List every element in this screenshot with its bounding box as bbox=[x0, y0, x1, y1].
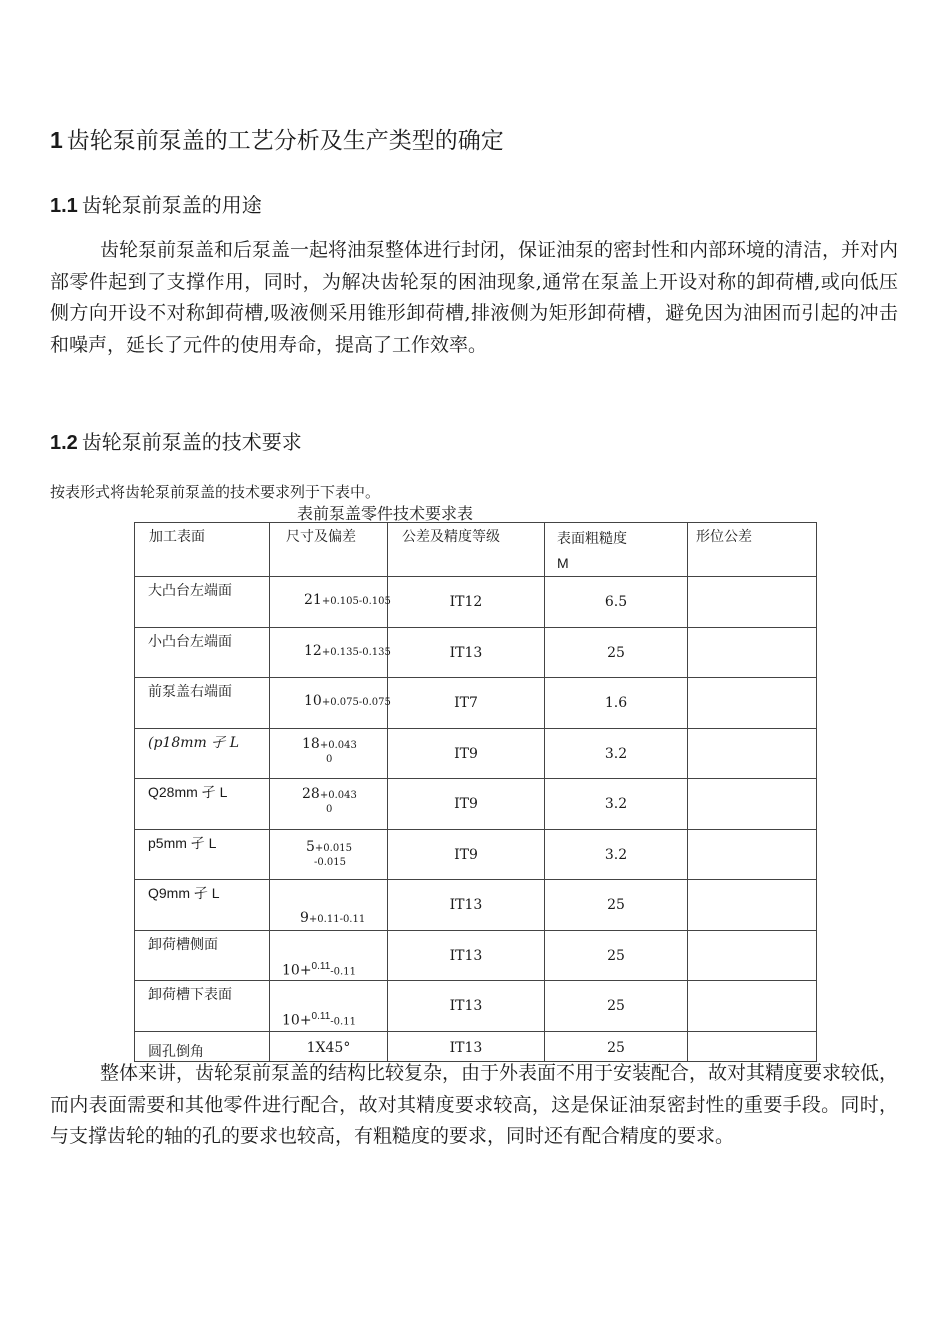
header-form-tolerance: 形位公差 bbox=[696, 529, 752, 545]
it-grade: IT13 bbox=[449, 644, 483, 661]
header-grade: 公差及精度等级 bbox=[402, 529, 500, 545]
header-cell bbox=[388, 523, 545, 577]
form-tolerance-cell bbox=[688, 829, 817, 880]
surface-name: 小凸台左端面 bbox=[148, 633, 232, 650]
heading-1-1-number: 1.1 bbox=[50, 195, 78, 217]
roughness-value: 3.2 bbox=[604, 796, 628, 812]
surface-name: Q28mm 孑 L bbox=[148, 784, 228, 800]
heading-1-1 bbox=[50, 189, 262, 218]
paragraph-summary: 整体来讲，齿轮泵前泵盖的结构比较复杂，由于外表面不用于安装配合，故对其精度要求较低，而内表面需要和其他零件进行配合，故对其精度要求较高，这是保证油泵密封性的重要手段。同时，与支撑齿轮的轴的孔的要求也较高，有粗糙度的要求，同时还有配合精度的要求。 bbox=[50, 1062, 899, 1147]
heading-1-2-number: 1.2 bbox=[50, 432, 78, 454]
it-grade: IT9 bbox=[454, 745, 478, 762]
form-tolerance-cell bbox=[688, 627, 817, 678]
heading-1-2-text: 齿轮泵前泵盖的技术要求 bbox=[81, 430, 302, 454]
it-grade: IT7 bbox=[454, 695, 478, 711]
header-size: 尺寸及偏差 bbox=[286, 529, 356, 545]
roughness-value: 25 bbox=[607, 897, 625, 913]
size-tolerance: 21+0.105-0.105 bbox=[304, 592, 391, 608]
surface-name: 卸荷槽下表面 bbox=[148, 987, 232, 1003]
size-tolerance: 9+0.11-0.11 bbox=[300, 910, 366, 926]
heading-1 bbox=[50, 122, 504, 155]
table-caption: 表前泵盖零件技术要求表 bbox=[296, 504, 473, 523]
table-row bbox=[135, 577, 817, 628]
size-tolerance: 1X45° bbox=[306, 1039, 351, 1056]
surface-name: (p18mm 孑 L bbox=[148, 734, 239, 751]
header-roughness-unit: M bbox=[557, 555, 569, 571]
roughness-value: 25 bbox=[607, 998, 625, 1014]
roughness-value: 25 bbox=[607, 947, 625, 964]
it-grade: IT13 bbox=[449, 897, 483, 913]
heading-1-text: 齿轮泵前泵盖的工艺分析及生产类型的确定 bbox=[66, 128, 504, 154]
table-row bbox=[135, 829, 817, 880]
it-grade: IT13 bbox=[449, 1039, 483, 1056]
it-grade: IT12 bbox=[449, 594, 483, 610]
form-tolerance-cell bbox=[688, 779, 817, 830]
table-row bbox=[135, 779, 817, 830]
table-header-row bbox=[135, 523, 817, 577]
table-row bbox=[135, 627, 817, 678]
size-tolerance: 5+0.015 -0.015 bbox=[306, 838, 352, 868]
header-cell bbox=[135, 523, 270, 577]
paragraph-purpose: 齿轮泵前泵盖和后泵盖一起将油泵整体进行封闭，保证油泵的密封性和内部环境的清洁，并对内部零件起到了支撑作用，同时，为解决齿轮泵的困油现象,通常在泵盖上开设对称的卸荷槽,或向低压侧方向开设不对称卸荷槽,吸液侧采用锥形卸荷槽,排液侧为矩形卸荷槽，避免因为油困而引起的冲击和噪声，延长了元件的使用寿命，提高了工作效率。 bbox=[50, 239, 899, 356]
it-grade: IT9 bbox=[454, 846, 478, 863]
size-tolerance: 28+0.043 0 bbox=[302, 786, 357, 815]
header-cell bbox=[545, 523, 688, 577]
size-tolerance: 18+0.043 0 bbox=[302, 735, 357, 765]
table-row bbox=[135, 728, 817, 779]
size-tolerance: 12+0.135-0.135 bbox=[304, 642, 391, 659]
header-cell bbox=[270, 523, 388, 577]
it-grade: IT13 bbox=[449, 947, 483, 964]
spec-table bbox=[134, 522, 817, 1062]
surface-name: 卸荷槽侧面 bbox=[148, 936, 218, 953]
heading-1-number: 1 bbox=[50, 127, 63, 153]
roughness-value: 25 bbox=[607, 1039, 625, 1056]
roughness-value: 1.6 bbox=[604, 695, 628, 711]
size-tolerance: 10+0.075-0.075 bbox=[304, 693, 391, 709]
table-row bbox=[135, 1031, 817, 1061]
surface-name: p5mm 孑 L bbox=[148, 834, 217, 851]
form-tolerance-cell bbox=[688, 880, 817, 931]
table-row bbox=[135, 880, 817, 931]
surface-name: Q9mm 孑 L bbox=[148, 885, 220, 901]
header-cell bbox=[688, 523, 817, 577]
form-tolerance-cell bbox=[688, 981, 817, 1032]
roughness-value: 25 bbox=[607, 644, 625, 661]
roughness-value: 6.5 bbox=[604, 594, 628, 610]
surface-name: 前泵盖右端面 bbox=[148, 684, 232, 700]
size-tolerance: 10+$^{0.11}$-0.11 bbox=[282, 1011, 356, 1029]
heading-1-2 bbox=[50, 426, 302, 455]
form-tolerance-cell bbox=[688, 1031, 817, 1061]
table-row bbox=[135, 981, 817, 1032]
size-tolerance: 10+$^{0.11}$-0.11 bbox=[282, 960, 356, 979]
form-tolerance-cell bbox=[688, 930, 817, 981]
form-tolerance-cell bbox=[688, 678, 817, 729]
roughness-value: 3.2 bbox=[604, 846, 628, 863]
heading-1-1-text: 齿轮泵前泵盖的用途 bbox=[81, 193, 262, 217]
table-row bbox=[135, 678, 817, 729]
form-tolerance-cell bbox=[688, 728, 817, 779]
it-grade: IT9 bbox=[454, 796, 478, 812]
surface-name: 圆孔倒角 bbox=[148, 1043, 204, 1060]
header-surface: 加工表面 bbox=[149, 529, 205, 545]
header-roughness: 表面粗糙度 bbox=[557, 531, 627, 547]
it-grade: IT13 bbox=[449, 998, 483, 1014]
form-tolerance-cell bbox=[688, 577, 817, 628]
roughness-value: 3.2 bbox=[604, 745, 628, 762]
surface-name: 大凸台左端面 bbox=[148, 583, 232, 599]
table-intro: 按表形式将齿轮泵前泵盖的技术要求列于下表中。 bbox=[50, 483, 381, 501]
table-row bbox=[135, 930, 817, 981]
